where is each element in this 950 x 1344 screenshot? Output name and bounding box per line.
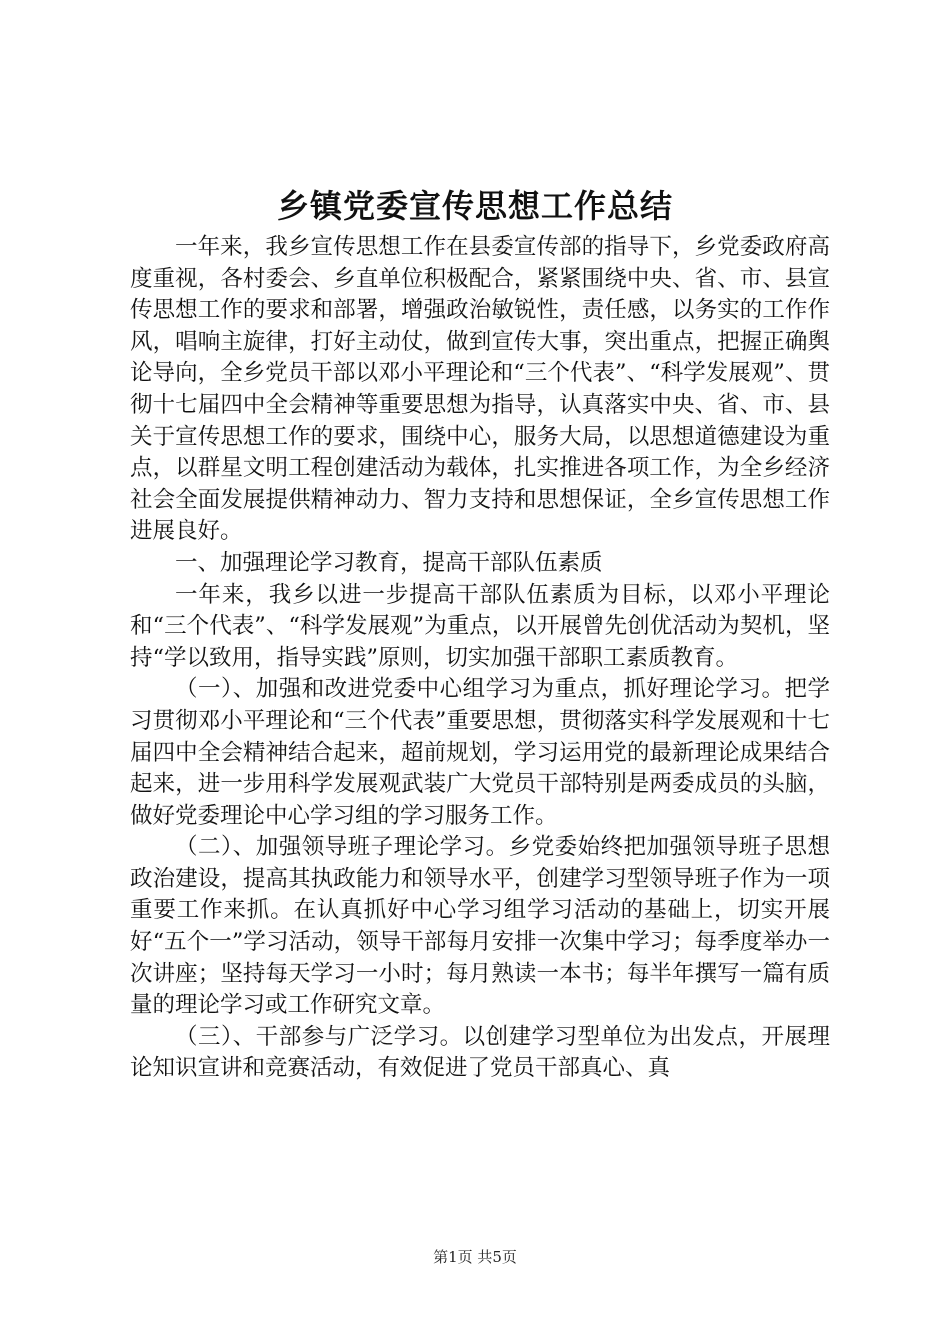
subsection-1-paragraph: （一）、加强和改进党委中心组学习为重点，抓好理论学习。把学习贯彻邓小平理论和“三个代表”重要思想，贯彻落实科学发展观和十七届四中全会精神结合起来，超前规划，学习运用党的最新理论成果结合起来，进一步用科学发展观武装广大党员干部特别是两委成员的头脑，做好党委理论中心学习组的学习服务工作。 — [130, 676, 830, 829]
subsection-2-paragraph: （二）、加强领导班子理论学习。乡党委始终把加强领导班子思想政治建设，提高其执政能力和领导水平，创建学习型领导班子作为一项重要工作来抓。在认真抓好中心学习组学习活动的基础上，切实开展好“五个一”学习活动，领导干部每月安排一次集中学习；每季度举办一次讲座；坚持每天学习一小时；每月熟读一本书；每半年撰写一篇有质量的理论学习或工作研究文章。 — [130, 834, 830, 1019]
intro-paragraph: 一年来，我乡宣传思想工作在县委宣传部的指导下，乡党委政府高度重视，各村委会、乡直单位积极配合，紧紧围绕中央、省、市、县宣传思想工作的要求和部署，增强政治敏锐性，责任感，以务实的工作作风，唱响主旋律，打好主动仗，做到宣传大事，突出重点，把握正确舆论导向，全乡党员干部以邓小平理论和“三个代表”、“科学发展观”、贯彻十七届四中全会精神等重要思想为指导，认真落实中央、省、市、县关于宣传思想工作的要求，围绕中心，服务大局，以思想道德建设为重点，以群星文明工程创建活动为载体，扎实推进各项工作，为全乡经济社会全面发展提供精神动力、智力支持和思想保证，全乡宣传思想工作进展良好。 — [130, 234, 830, 545]
subsection-3-paragraph: （三）、干部参与广泛学习。以创建学习型单位为出发点，开展理论知识宣讲和竞赛活动，有效促进了党员干部真心、真 — [130, 1023, 830, 1082]
document-body — [130, 232, 830, 1085]
page-number-footer: 第1页 共5页 — [433, 1248, 517, 1266]
document-title: 乡镇党委宣传思想工作总结 — [276, 187, 673, 225]
section-intro-paragraph: 一年来，我乡以进一步提高干部队伍素质为目标，以邓小平理论和“三个代表”、“科学发展观”为重点，以开展曾先创优活动为契机，坚持“学以致用，指导实践”原则，切实加强干部职工素质教育。 — [130, 581, 830, 671]
section-heading: 一、加强理论学习教育，提高干部队伍素质 — [175, 549, 603, 576]
